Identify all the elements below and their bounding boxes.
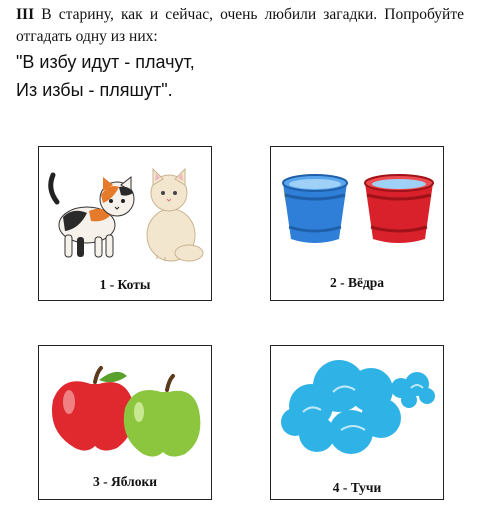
section-number: III (16, 6, 35, 23)
card-caption: 4 - Тучи (332, 480, 382, 495)
cats-icon (39, 147, 213, 272)
intro-paragraph (16, 4, 464, 48)
card-clouds[interactable] (270, 345, 444, 500)
riddle-line-2: Из избы - пляшут". (16, 80, 173, 100)
card-caption: 1 - Коты (99, 277, 151, 292)
card-caption: 2 - Вёдра (329, 275, 385, 290)
riddle-line-1: "В избу идут - плачут, (16, 52, 195, 72)
intro-text: В старину, как и сейчас, очень любили загадки. Попробуйте отгадать одну из них: (16, 6, 464, 45)
clouds-icon (271, 346, 445, 471)
card-apples[interactable] (38, 345, 212, 500)
card-caption: 3 - Яблоки (92, 474, 158, 489)
card-cats[interactable] (38, 146, 212, 301)
apples-icon (39, 346, 213, 471)
card-buckets[interactable] (270, 146, 444, 301)
buckets-icon (271, 147, 445, 272)
